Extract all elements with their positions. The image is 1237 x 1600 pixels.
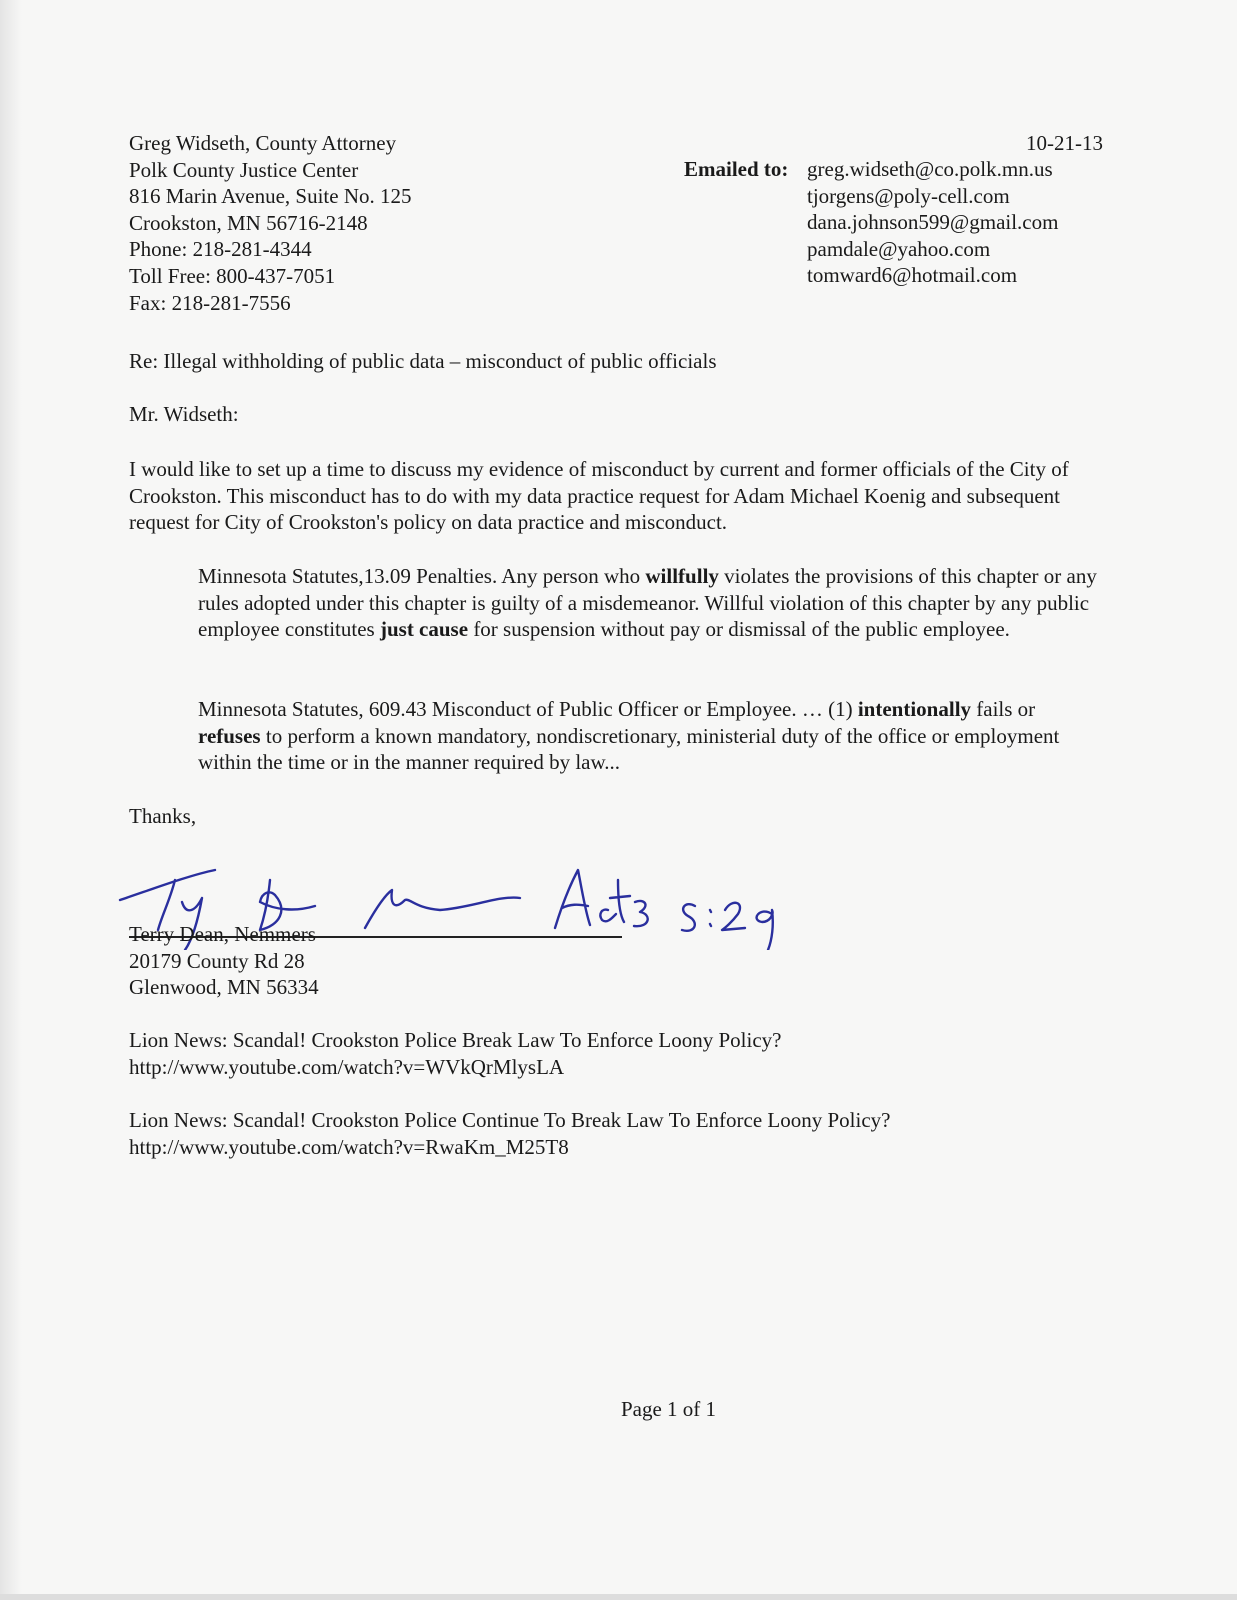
recipient-line: Polk County Justice Center (129, 157, 359, 182)
body-paragraph: I would like to set up a time to discuss my evidence of misconduct by current and former officials of the City of Crookston. This misconduct has to do with my data practice request for Adam Michael Koenig and subsequent request for City of Crookston's policy on data practice and misconduct. (129, 457, 1069, 535)
quote-text: to perform a known mandatory, nondiscretionary, ministerial duty of the office or employment within the time or in the manner required by law... (198, 723, 1060, 775)
quote-text: violates the provisions of this chapter or any rules adopted under this chapter is guilty of a misdemeanor. Willful violation of this chapter by any public employee constitutes (198, 564, 1097, 642)
sender-address (129, 921, 319, 1001)
email-address: tomward6@hotmail.com (807, 263, 1018, 288)
link-reference (129, 1107, 1089, 1160)
scan-bottom-edge (0, 1594, 1237, 1600)
sender-line: Terry Dean, Nemmers (129, 922, 316, 946)
link-title: Lion News: Scandal! Crookston Police Break Law To Enforce Loony Policy? (129, 1028, 782, 1052)
email-address: pamdale@yahoo.com (807, 236, 991, 261)
recipient-line: Toll Free: 800-437-7051 (129, 263, 336, 288)
recipient-line: Crookston, MN 56716-2148 (129, 210, 368, 235)
quote-bold: intentionally (857, 697, 972, 721)
quote-text: fails or (971, 697, 1036, 721)
recipient-line: Phone: 218-281-4344 (129, 237, 312, 262)
salutation: Mr. Widseth: (129, 402, 239, 426)
recipient-line: 816 Marin Avenue, Suite No. 125 (129, 184, 412, 209)
letter-date: 10-21-13 (1026, 131, 1103, 155)
email-list (807, 156, 1058, 289)
quote-text: Minnesota Statutes, 609.43 Misconduct of Public Officer or Employee. … (1) (198, 697, 858, 721)
recipient-address (129, 130, 412, 316)
scan-edge-shadow (0, 0, 22, 1600)
sender-line: 20179 County Rd 28 (129, 948, 305, 973)
link-url[interactable]: http://www.youtube.com/watch?v=WVkQrMlysLA (129, 1054, 565, 1079)
statute-quote-13-09 (198, 563, 1098, 643)
recipient-line: Greg Widseth, County Attorney (129, 131, 397, 155)
sender-line: Glenwood, MN 56334 (129, 975, 319, 1000)
statute-quote-609-43 (198, 696, 1098, 776)
quote-bold: willfully (645, 564, 719, 588)
email-address: greg.widseth@co.polk.mn.us (807, 157, 1053, 181)
email-address: tjorgens@poly-cell.com (807, 183, 1010, 208)
recipient-line: Fax: 218-281-7556 (129, 290, 291, 315)
link-title: Lion News: Scandal! Crookston Police Continue To Break Law To Enforce Loony Policy? (129, 1108, 891, 1132)
link-url[interactable]: http://www.youtube.com/watch?v=RwaKm_M25T8 (129, 1134, 569, 1159)
quote-text: for suspension without pay or dismissal of the public employee. (468, 617, 1010, 642)
subject-line: Re: Illegal withholding of public data – misconduct of public officials (129, 349, 717, 373)
emailed-to-label: Emailed to: (684, 157, 789, 181)
closing: Thanks, (129, 804, 197, 828)
page-number: Page 1 of 1 (620, 1397, 717, 1421)
quote-bold: refuses (198, 723, 261, 748)
email-address: dana.johnson599@gmail.com (807, 210, 1059, 235)
quote-bold: just cause (379, 617, 469, 642)
link-reference (129, 1027, 1089, 1080)
quote-text: Minnesota Statutes,13.09 Penalties. Any person who (198, 564, 646, 588)
